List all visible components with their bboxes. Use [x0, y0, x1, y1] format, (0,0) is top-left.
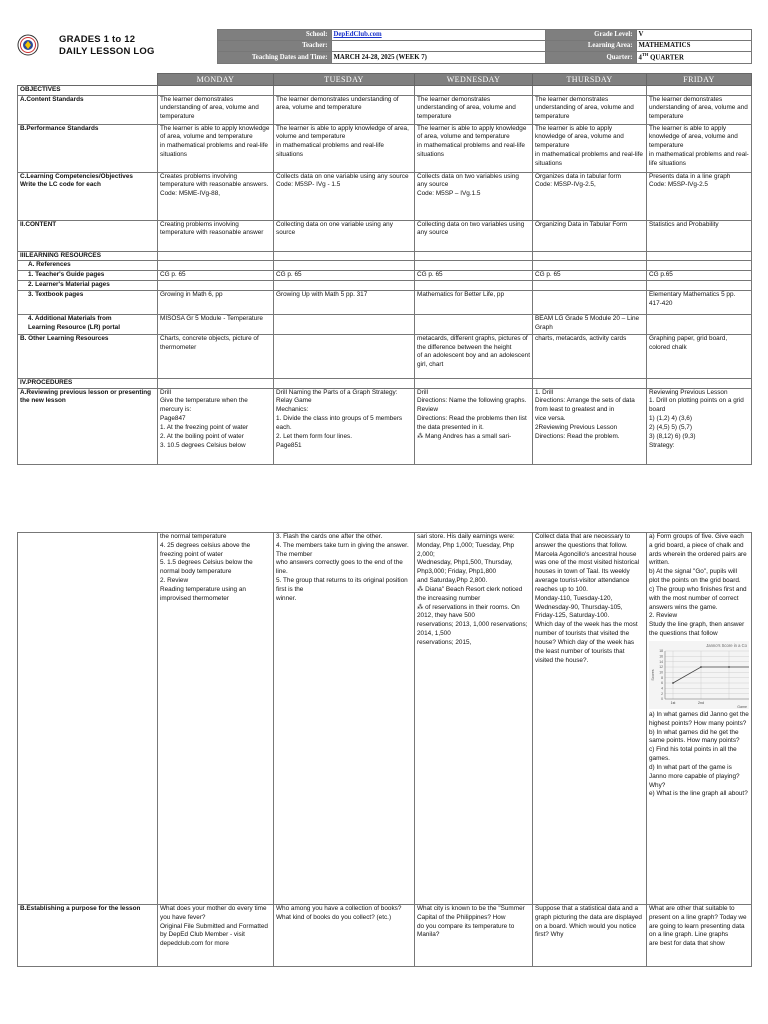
row-label: A.Reviewing previous lesson or presenting the new lesson — [18, 388, 158, 464]
cell-monday: The learner demonstrates understanding of area, volume and temperature — [158, 95, 274, 124]
cell-monday: Drill Give the temperature when the mercury is: Page847 1. At the freezing point of water 2. At the boiling point of water 3. 10.5 degrees Celsius below — [158, 388, 274, 464]
cell-text: Suppose that a statistical data and a graph picturing the data are displayed on a board. Which would you notice first? Why — [535, 905, 642, 939]
row-1-teacher-s-guide-pages — [18, 271, 752, 281]
row-label: 2. Learner's Material pages — [18, 280, 158, 290]
cell-monday: Growing in Math 6, pp — [158, 290, 274, 314]
cell-thursday: Organizing Data in Tabular Form — [533, 220, 647, 251]
cell-friday — [647, 251, 752, 261]
cell-monday: MISOSA Gr 5 Module - Temperature — [158, 314, 274, 334]
grade-label: Grade Level: — [545, 30, 636, 41]
row-label: B.Establishing a purpose for the lesson — [18, 905, 158, 967]
cell-friday: CG p.65 — [647, 271, 752, 281]
cell-friday — [647, 378, 752, 388]
page-2 — [17, 532, 751, 967]
y-tick-label: 12 — [659, 665, 663, 670]
row-c-learning-competencies-objectives-write — [18, 172, 752, 220]
cell-monday: Creating problems involving temperature with reasonable answer — [158, 220, 274, 251]
cell-wednesday: CG p. 65 — [415, 271, 533, 281]
cell-friday — [647, 261, 752, 271]
cell-tuesday — [274, 251, 415, 261]
cell-text: 3. Flash the cards one after the other. 4. The members take turn in giving the answer. The member who answers correctly goes to the end of the line. 5. The group that returns to its original position first is the winner. — [276, 533, 409, 602]
row-label: B.Performance Standards — [18, 124, 158, 172]
y-tick-label: 0 — [661, 697, 663, 702]
cell-monday: Charts, concrete objects, picture of thermometer — [158, 334, 274, 378]
cell-monday: CG p. 65 — [158, 271, 274, 281]
cell-thursday: CG p. 65 — [533, 271, 647, 281]
cell-text: the normal temperature 4. 25 degrees celsius above the freezing point of water 5. 1.5 degrees Celsius below the normal body temperature 2. Review Reading temperature using an improvised thermometer — [160, 533, 253, 602]
cell-wednesday: Drill Directions: Name the following graphs. Review Directions: Read the problems then list the data presented in it. ⁂ Mang Andres has a small sari- — [415, 388, 533, 464]
cell-wednesday: Collects data on two variables using any source Code: M5SP – IVg.1.5 — [415, 172, 533, 220]
y-axis-label: Scores — [651, 669, 655, 681]
y-tick-label: 6 — [661, 681, 663, 686]
quarter-number: 4 — [638, 54, 642, 62]
cell-monday — [158, 905, 274, 967]
cell-monday — [158, 251, 274, 261]
cell-tuesday: Growing Up with Math 5 pp. 317 — [274, 290, 415, 314]
cell-monday — [158, 280, 274, 290]
cell-text: What city is known to be the "Summer Capital of the Philippines? How do you compare its temperature to Manila? — [417, 905, 525, 939]
dates-label: Teaching Dates and Time: — [217, 52, 331, 64]
cell-thursday — [533, 251, 647, 261]
cell-friday: Graphing paper, grid board, colored chalk — [647, 334, 752, 378]
day-thursday: THURSDAY — [533, 73, 647, 85]
header-table — [17, 29, 752, 64]
doc-title-line2: DAILY LESSON LOG — [59, 46, 155, 58]
row-label: II.CONTENT — [18, 220, 158, 251]
cell-friday — [647, 280, 752, 290]
cell-tuesday — [274, 378, 415, 388]
doc-title-line1: GRADES 1 to 12 — [59, 33, 136, 45]
row-objectives — [18, 85, 752, 95]
row-label: 1. Teacher's Guide pages — [18, 271, 158, 281]
cell-friday: The learner demonstrates understanding of area, volume and temperature — [647, 95, 752, 124]
brand-cell — [39, 30, 217, 64]
row-b-performance-standards — [18, 124, 752, 172]
cell-monday: The learner is able to apply knowledge of area, volume and temperature in mathematical problems and real-life situations — [158, 124, 274, 172]
cell-thursday — [533, 905, 647, 967]
row-b-other-learning-resources — [18, 334, 752, 378]
lesson-log-table-continued — [17, 532, 752, 967]
cell-tuesday: Collects data on one variable using any source Code: M5SP- IVg - 1.5 — [274, 172, 415, 220]
y-tick-label: 2 — [661, 691, 663, 696]
row-label — [18, 533, 158, 905]
cell-text: Collect data that are necessary to answer the questions that follow. Marcela Agoncillo's ancestral house was one of the most visited historical houses in town of Taal. Its weekly average tourist-visitor attendance reaches up to 100. Monday-110, Tuesday-120, Wednesday-90, Thursday-105, Friday-125, Saturday-100. Which day of the week has the most number of tourists that visited the house? Which day of the week has the least number of tourists that visited the house?. — [535, 533, 640, 664]
cell-wednesday: metacards, different graphs, pictures of the difference between the height of an adolescent boy and an adolescent girl, chart — [415, 334, 533, 378]
day-monday: MONDAY — [158, 73, 274, 85]
x-axis-label: Game — [737, 704, 747, 709]
deped-seal-cell — [17, 30, 39, 64]
cell-text: sari store. His daily earnings were: Monday, Php 1,000; Tuesday, Php 2,000; Wednesday, Php1,500, Thursday, Php3,000; Friday, Php1,800 and Saturday,Php 2,800. ⁂ Diana" Beach Resort clerk noticed the increasing number ⁂ of reservations in their rooms. On 2012, they have 500 reservations; 2013, 1,000 reservations; 2014, 1,500 reservations; 2015, — [417, 533, 528, 646]
cell-text: What does your mother do every time you have fever? Original File Submitted and Formatted by DepEd Club Member - visit depedclub.com for more — [160, 905, 268, 948]
cell-wednesday — [415, 261, 533, 271]
quarter-suffix: TH — [641, 52, 649, 57]
cell-thursday: The learner demonstrates understanding of area, volume and temperature — [533, 95, 647, 124]
row-iiilearning-resources — [18, 251, 752, 261]
chart-title: Janno's Score in a Co — [706, 642, 747, 648]
cell-thursday: BEAM LG Grade 5 Module 20 – Line Graph — [533, 314, 647, 334]
y-tick-label: 16 — [659, 654, 663, 659]
row-a-reviewing-previous-lesson-or-presentin — [18, 388, 752, 464]
cell-wednesday: The learner demonstrates understanding of area, volume and temperature — [415, 95, 533, 124]
cell-tuesday — [274, 905, 415, 967]
day-friday: FRIDAY — [647, 73, 752, 85]
cell-tuesday — [274, 334, 415, 378]
cell-tuesday — [274, 261, 415, 271]
quarter-value — [636, 52, 751, 64]
row-ii-content — [18, 220, 752, 251]
cell-wednesday — [415, 85, 533, 95]
cell-wednesday: Mathematics for Better Life, pp — [415, 290, 533, 314]
cell-friday — [647, 905, 752, 967]
data-point — [700, 666, 702, 668]
cell-wednesday — [415, 314, 533, 334]
data-point — [672, 682, 674, 684]
row-label: IIILEARNING RESOURCES — [18, 251, 158, 261]
day-wednesday: WEDNESDAY — [415, 73, 533, 85]
row-4-additional-materials-from-learning-res — [18, 314, 752, 334]
cell-tuesday — [274, 533, 415, 905]
cell-friday: Elementary Mathematics 5 pp. 417-420 — [647, 290, 752, 314]
x-tick-label: 2nd — [698, 700, 704, 705]
cell-thursday: Organizes data in tabular form Code: M5SP-IVg-2.5, — [533, 172, 647, 220]
quarter-word: QUARTER — [650, 54, 684, 62]
row-label: IV.PROCEDURES — [18, 378, 158, 388]
row-label: 4. Additional Materials from Learning Resource (LR) portal — [18, 314, 158, 334]
row-label: 3. Textbook pages — [18, 290, 158, 314]
cell-monday — [158, 261, 274, 271]
cell-text: What are other that suitable to present on a line graph? Today we are going to learn presenting data on a line graph. Line graphs are best for data that show — [649, 905, 747, 948]
cell-thursday: The learner is able to apply knowledge of area, volume and temperature in mathematical problems and real-life situations — [533, 124, 647, 172]
cell-thursday — [533, 378, 647, 388]
school-label: School: — [217, 30, 331, 41]
y-tick-label: 14 — [659, 659, 663, 664]
y-tick-label: 8 — [661, 675, 663, 680]
cell-wednesday: Collecting data on two variables using any source — [415, 220, 533, 251]
row-b-establishing-a-purpose-for-the-lesson — [18, 905, 752, 967]
cell-friday: Reviewing Previous Lesson 1. Drill on plotting points on a grid board 1) (1,2) 4) (3,6) 2) (4,5) 5) (5,7) 3) (8,12) 6) (9,3) Strategy: — [647, 388, 752, 464]
cell-monday: Creates problems involving temperature with reasonable answers. Code: M5ME-IVg-88, — [158, 172, 274, 220]
y-tick-label: 10 — [659, 670, 663, 675]
page-1 — [17, 29, 751, 465]
data-point — [728, 666, 730, 668]
area-label: Learning Area: — [545, 41, 636, 52]
row-label: A. References — [18, 261, 158, 271]
day-header-row — [18, 73, 752, 85]
school-link[interactable]: DepEdClub.com — [333, 31, 382, 39]
cell-tuesday — [274, 85, 415, 95]
cell-tuesday: The learner demonstrates understanding of area, volume and temperature — [274, 95, 415, 124]
teacher-label: Teacher: — [217, 41, 331, 52]
cell-thursday — [533, 85, 647, 95]
row-a-references — [18, 261, 752, 271]
cell-tuesday — [274, 314, 415, 334]
cell-thursday: 1. Drill Directions: Arrange the sets of data from least to greatest and in vice versa. 2Reviewing Previous Lesson Directions: Read the problem. — [533, 388, 647, 464]
cell-tuesday: The learner is able to apply knowledge of area, volume and temperature in mathematical problems and real-life situations — [274, 124, 415, 172]
cell-monday — [158, 533, 274, 905]
y-tick-label: 4 — [661, 686, 663, 691]
row-continued — [18, 533, 752, 905]
dates-value: MARCH 24-28, 2025 (WEEK 7) — [331, 52, 545, 64]
row-label: OBJECTIVES — [18, 85, 158, 95]
day-tuesday: TUESDAY — [274, 73, 415, 85]
deped-seal-icon — [17, 30, 39, 60]
corner-cell — [18, 73, 158, 85]
cell-wednesday — [415, 251, 533, 261]
cell-wednesday — [415, 533, 533, 905]
x-tick-label: 1st — [670, 700, 676, 705]
school-value — [331, 30, 545, 41]
cell-wednesday — [415, 280, 533, 290]
cell-friday — [647, 85, 752, 95]
cell-wednesday: The learner is able to apply knowledge of area, volume and temperature in mathematical problems and real-life situations — [415, 124, 533, 172]
row-label: A.Content Standards — [18, 95, 158, 124]
cell-thursday — [533, 533, 647, 905]
y-tick-label: 18 — [659, 649, 663, 654]
cell-friday: Presents data in a line graph Code: M5SP-IVg-2.5 — [647, 172, 752, 220]
cell-thursday: charts, metacards, activity cards — [533, 334, 647, 378]
cell-tuesday: Drill Naming the Parts of a Graph Strategy: Relay Game Mechanics: 1. Divide the class into groups of 5 members each. 2. Let them form four lines. Page851 — [274, 388, 415, 464]
cell-thursday — [533, 280, 647, 290]
cell-friday: The learner is able to apply knowledge of area, volume and temperature in mathematical problems and real-life situations — [647, 124, 752, 172]
row-2-learner-s-material-pages — [18, 280, 752, 290]
row-label: B. Other Learning Resources — [18, 334, 158, 378]
cell-monday — [158, 85, 274, 95]
cell-tuesday: Collecting data on one variable using any source — [274, 220, 415, 251]
row-iv-procedures — [18, 378, 752, 388]
cell-friday — [647, 314, 752, 334]
grade-value: V — [636, 30, 751, 41]
area-value: MATHEMATICS — [636, 41, 751, 52]
teacher-value — [331, 41, 545, 52]
cell-thursday — [533, 290, 647, 314]
cell-monday — [158, 378, 274, 388]
cell-friday: Statistics and Probability — [647, 220, 752, 251]
row-label: C.Learning Competencies/Objectives Write the LC code for each — [18, 172, 158, 220]
cell-text: Who among you have a collection of books? What kind of books do you collect? (etc.) — [276, 905, 402, 921]
row-a-content-standards — [18, 95, 752, 124]
cell-wednesday — [415, 378, 533, 388]
cell-text: a) Form groups of five. Give each a grid board, a piece of chalk and ards wherein the ordered pairs are written. b) At the signal "Go", pupils will plot the points on the grid board. c) The group who finishes first and with the most number of correct answers wins the game. 2. Review Study the line graph, then answer the questions that follow — [649, 533, 747, 638]
cell-tuesday — [274, 280, 415, 290]
lesson-log-table — [17, 73, 752, 465]
cell-tuesday: CG p. 65 — [274, 271, 415, 281]
cell-thursday — [533, 261, 647, 271]
cell-wednesday — [415, 905, 533, 967]
quarter-label: Quarter: — [545, 52, 636, 64]
cell-friday — [647, 533, 752, 905]
janno-score-line-chart — [649, 641, 749, 709]
chart-questions: a) In what games did Janno get the highest points? How many points? b) In what games did he get the same points. How many points? c) Find his total points in all the games. d) In what part of the game is Janno more capable of playing? Why? e) What is the line graph all about? — [649, 710, 749, 798]
row-3-textbook-pages — [18, 290, 752, 314]
